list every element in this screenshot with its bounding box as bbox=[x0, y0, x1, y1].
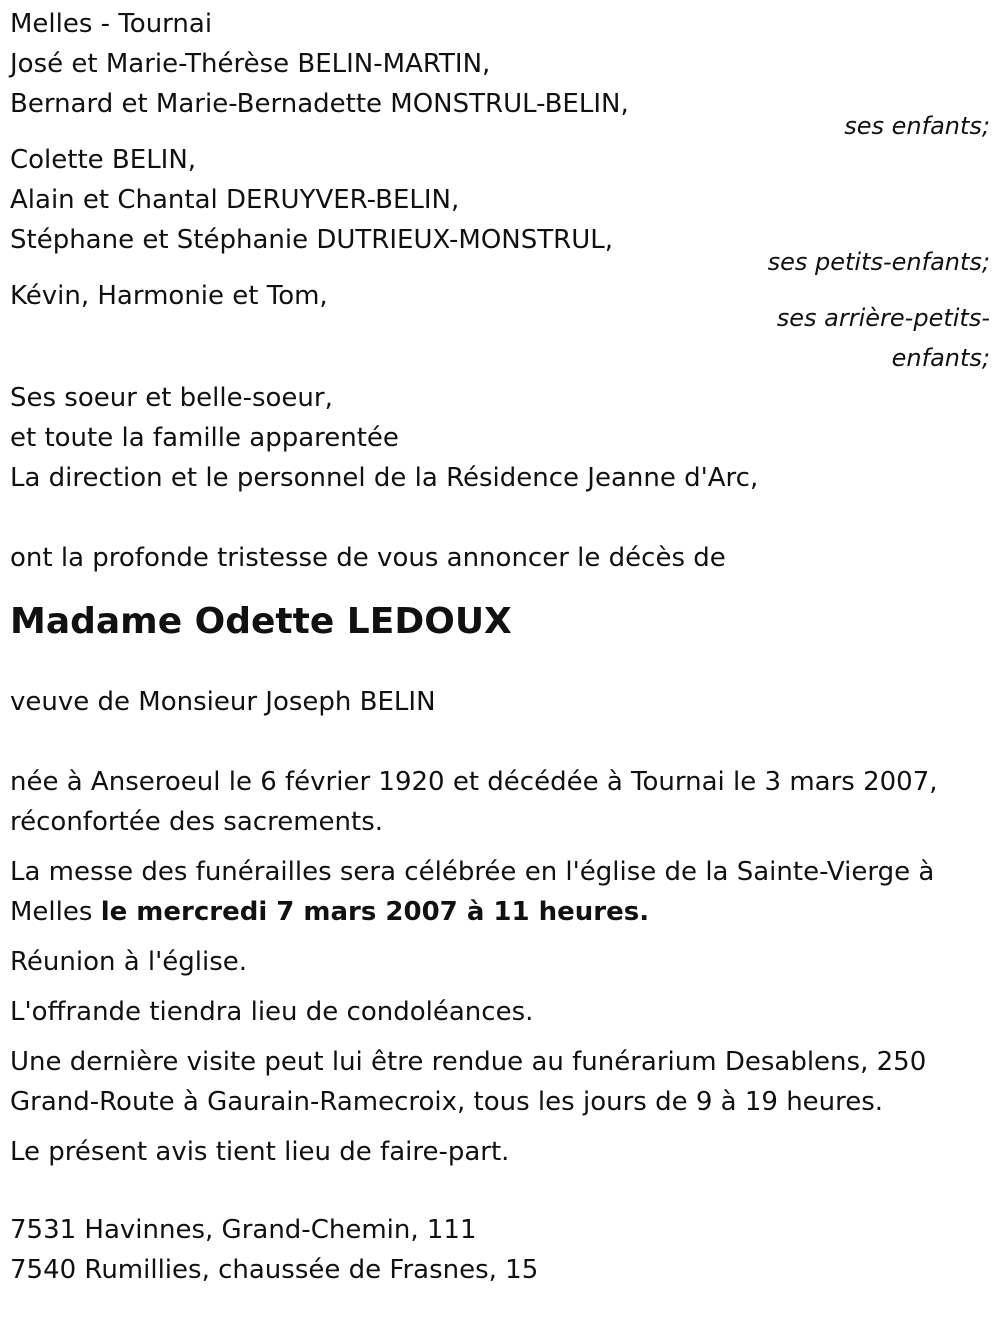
birth-death-line: réconfortée des sacrements. bbox=[10, 807, 384, 837]
address-line: 7540 Rumillies, chaussée de Frasnes, 15 bbox=[10, 1255, 539, 1285]
family-line: Colette BELIN, bbox=[10, 145, 197, 175]
visit-line: Une dernière visite peut lui être rendue au funérarium Desablens, 250 bbox=[10, 1047, 927, 1077]
offering-text: L'offrande tiendra lieu de condoléances. bbox=[10, 997, 534, 1027]
widow-of-text: veuve de Monsieur Joseph BELIN bbox=[10, 687, 436, 717]
obituary-page bbox=[10, 4, 990, 1290]
spacer bbox=[10, 498, 990, 538]
mass-line: La messe des funérailles sera célébrée en l'église de la Sainte-Vierge à bbox=[10, 857, 935, 887]
family-line: Stéphane et Stéphanie DUTRIEUX-MONSTRUL, bbox=[10, 225, 613, 255]
mass-paragraph bbox=[10, 852, 990, 932]
family-line: Ses soeur et belle-soeur, bbox=[10, 383, 333, 413]
mass-place: Melles bbox=[10, 897, 101, 927]
family-line: La direction et le personnel de la Résidence Jeanne d'Arc, bbox=[10, 463, 759, 493]
addresses-block bbox=[10, 1210, 990, 1290]
offering-paragraph bbox=[10, 992, 990, 1032]
relation-label: ses enfants; bbox=[844, 112, 990, 140]
family-line: Bernard et Marie-Bernadette MONSTRUL-BELIN, bbox=[10, 89, 629, 119]
visit-paragraph bbox=[10, 1042, 990, 1122]
family-line: Alain et Chantal DERUYVER-BELIN, bbox=[10, 185, 460, 215]
relation-label: ses petits-enfants; bbox=[767, 248, 990, 276]
relation-label: enfants; bbox=[891, 344, 990, 372]
grandchildren-block bbox=[10, 140, 990, 282]
family-line: José et Marie-Thérèse BELIN-MARTIN, bbox=[10, 49, 491, 79]
birth-death-line: née à Anseroeul le 6 février 1920 et décédée à Tournai le 3 mars 2007, bbox=[10, 767, 938, 797]
notice-paragraph bbox=[10, 1132, 990, 1172]
children-block bbox=[10, 44, 990, 146]
family-line: Kévin, Harmonie et Tom, bbox=[10, 281, 328, 311]
birth-death-paragraph bbox=[10, 762, 990, 842]
meeting-text: Réunion à l'église. bbox=[10, 947, 248, 977]
visit-line: Grand-Route à Gaurain-Ramecroix, tous les jours de 9 à 19 heures. bbox=[10, 1087, 884, 1117]
family-line: et toute la famille apparentée bbox=[10, 423, 399, 453]
relation-label: ses arrière-petits- bbox=[776, 304, 990, 332]
meeting-paragraph bbox=[10, 942, 990, 982]
announcement-text: ont la profonde tristesse de vous annoncer le décès de bbox=[10, 543, 726, 573]
address-line: 7531 Havinnes, Grand-Chemin, 111 bbox=[10, 1215, 477, 1245]
others-block bbox=[10, 378, 990, 498]
mass-datetime: le mercredi 7 mars 2007 à 11 heures. bbox=[100, 897, 650, 927]
deceased-name: Madame Odette LEDOUX bbox=[10, 601, 512, 642]
spacer bbox=[10, 722, 990, 762]
spacer bbox=[10, 646, 990, 682]
header-location: Melles - Tournai bbox=[10, 9, 213, 39]
great-grandchildren-block bbox=[10, 276, 990, 378]
mass-line bbox=[10, 892, 990, 932]
notice-text: Le présent avis tient lieu de faire-part. bbox=[10, 1137, 510, 1167]
spacer bbox=[10, 1182, 990, 1210]
